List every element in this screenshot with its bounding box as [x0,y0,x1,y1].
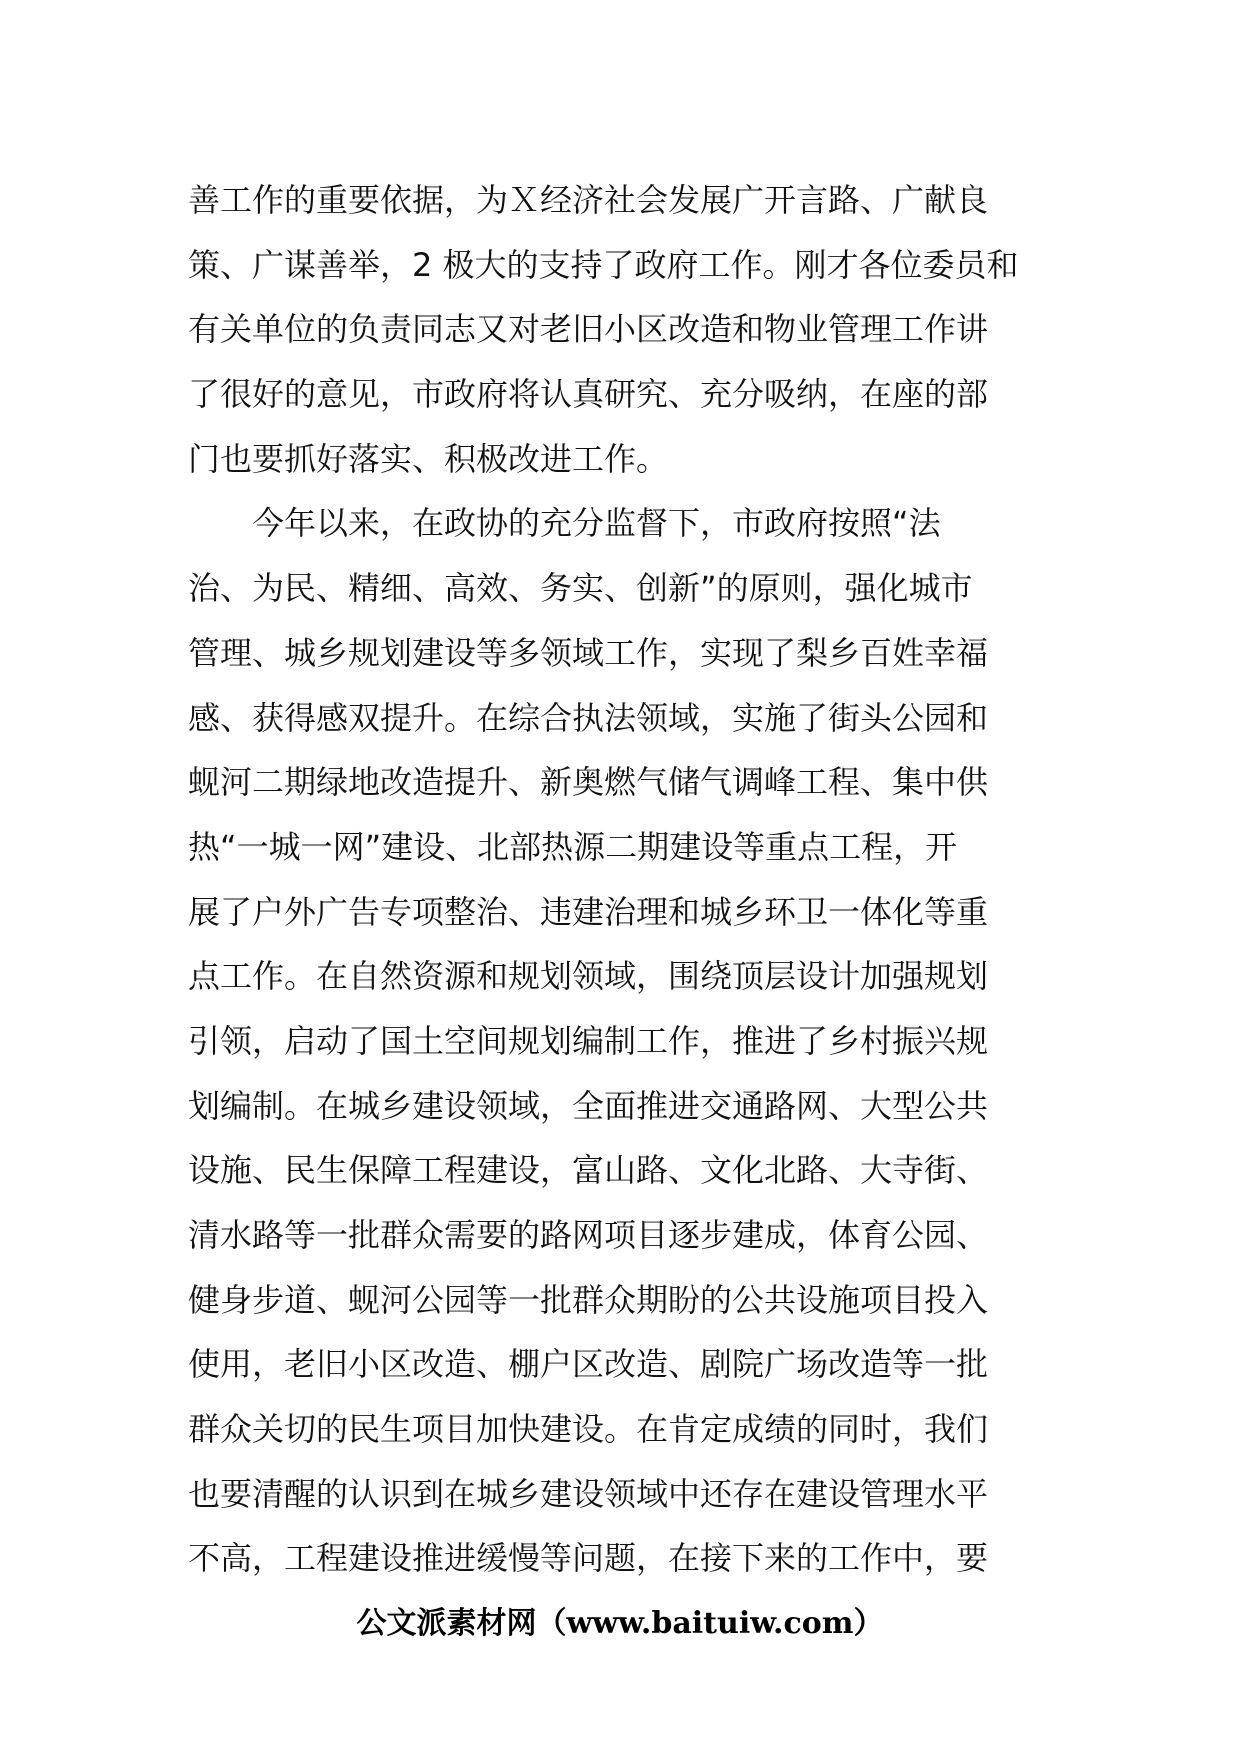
text-line: 今年以来，在政协的充分监督下，市政府按照“法 [188,504,941,543]
text-line: 策、广谋善举，2 极大的支持了政府工作。刚才各位委员和 [188,245,1019,284]
text-line: 感、获得感双提升。在综合执法领域，实施了街头公园和 [188,698,989,737]
footer-watermark: 公文派素材网（www.baituiw.com） [356,1606,884,1641]
text-line: 有关单位的负责同志又对老旧小区改造和物业管理工作讲 [188,310,989,349]
text-line: 划编制。在城乡建设领域，全面推进交通路网、大型公共 [188,1086,989,1125]
text-line: 不高，工程建设推进缓慢等问题，在接下来的工作中，要 [188,1539,989,1578]
text-line: 治、为民、精细、高效、务实、创新”的原则，强化城市 [188,569,973,608]
text-line: 清水路等一批群众需要的路网项目逐步建成，体育公园、 [188,1216,989,1254]
text-line: 管理、城乡规划建设等多领域工作，实现了梨乡百姓幸福 [188,633,989,672]
text-line: 展了户外广告专项整治、违建治理和城乡环卫一体化等重 [188,892,989,931]
text-line: 引领，启动了国土空间规划编制工作，推进了乡村振兴规 [188,1021,989,1060]
body-text [188,168,1058,1591]
text-line: 热“一城一网”建设、北部热源二期建设等重点工程，开 [188,827,958,866]
text-line: 健身步道、蚬河公园等一批群众期盼的公共设施项目投入 [188,1280,989,1319]
text-line: 群众关切的民生项目加快建设。在肯定成绩的同时，我们 [188,1410,989,1449]
text-line: 也要清醒的认识到在城乡建设领域中还存在建设管理水平 [188,1474,989,1513]
text-line: 门也要抓好落实、积极改进工作。 [188,439,669,478]
text-line: 使用，老旧小区改造、棚户区改造、剧院广场改造等一批 [188,1345,989,1384]
text-line: 了很好的意见，市政府将认真研究、充分吸纳，在座的部 [188,375,989,414]
text-line: 点工作。在自然资源和规划领域，围绕顶层设计加强规划 [188,957,989,996]
text-line: 蚬河二期绿地改造提升、新奥燃气储气调峰工程、集中供 [188,763,989,802]
text-line: 设施、民生保障工程建设，富山路、文化北路、大寺街、 [188,1151,989,1190]
text-line: 善工作的重要依据，为Ｘ经济社会发展广开言路、广献良 [188,181,989,219]
